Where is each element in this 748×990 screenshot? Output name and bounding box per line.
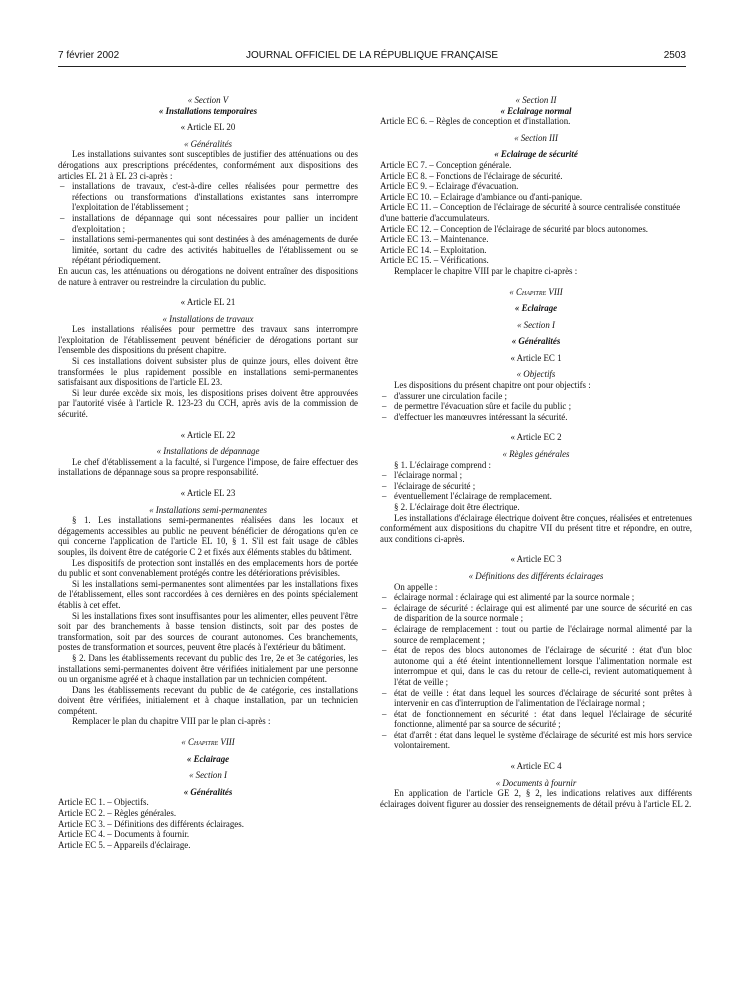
- list-item: – de permettre l'évacuation sûre et facile du public ;: [380, 401, 692, 412]
- dash-list: [380, 470, 692, 502]
- list-item: – l'éclairage normal ;: [380, 470, 692, 481]
- list-item: – d'assurer une circulation facile ;: [380, 391, 692, 402]
- article-heading: « Article EC 1: [510, 352, 562, 363]
- article-heading: « Article EL 22: [180, 429, 236, 440]
- section-title: « Installations temporaires: [158, 105, 258, 116]
- list-item: – éventuellement l'éclairage de remplacement.: [380, 491, 692, 502]
- plan-item: Article EC 13. – Maintenance.: [380, 234, 489, 245]
- article-heading: « Article EL 21: [180, 297, 236, 308]
- section-title: « Généralités: [511, 336, 561, 347]
- article-heading: « Article EC 2: [510, 432, 562, 443]
- header-rule: [58, 66, 686, 67]
- list-item: – état de veille : état dans lequel les sources d'éclairage de sécurité sont prêtes à intervenir en cas d'interruption de l'alimentation de l'éclairage normal ;: [380, 688, 692, 709]
- list-item: – éclairage normal : éclairage qui est alimenté par la source normale ;: [380, 592, 692, 603]
- plan-item: Article EC 10. – Eclairage d'ambiance ou d'anti-panique.: [380, 191, 583, 202]
- paragraph: Le chef d'établissement a la faculté, si l'urgence l'impose, de faire effectuer des installations de dépannage sous sa propre responsabilité.: [58, 456, 358, 478]
- paragraph: Dans les établissements recevant du public de 4e catégorie, ces installations doivent être vérifiées, initialement et à chaque installation, par un technicien compétent.: [58, 684, 358, 716]
- list-item: – éclairage de remplacement : tout ou partie de l'éclairage normal alimenté par la source de remplacement ;: [380, 624, 692, 645]
- plan-item: Article EC 6. – Règles de conception et d'installation.: [380, 116, 571, 127]
- section-title: « Eclairage de sécurité: [494, 149, 578, 160]
- plan-item: Article EC 11. – Conception de l'éclairage de sécurité à source centralisée constituée d'une batterie d'accumulateurs.: [380, 202, 681, 223]
- plan-item: Article EC 14. – Exploitation.: [380, 244, 487, 255]
- right-column: [380, 95, 692, 809]
- paragraph: § 1. Les installations semi-permanentes réalisées dans les locaux et dégagements accessibles au public ne peuvent bénéficier de dérogations qu'en ce qui concerne l'application de l'article EL 10, § 1. S'il est fait usage de câbles souples, ils doivent être de catégorie C 2 et fixés aux éléments stables du bâtiment.: [58, 515, 358, 557]
- paragraph: Les dispositions du présent chapitre ont pour objectifs :: [394, 380, 591, 391]
- dash-list: [58, 181, 358, 266]
- paragraph: Les installations d'éclairage électrique doivent être conçues, réalisées et entretenues conformément aux dispositions du chapitre VII du présent titre et répondre, en outre, aux conditions ci-après.: [380, 512, 692, 544]
- list-item: – éclairage de sécurité : éclairage qui est alimenté par une source de sécurité en cas de disparition de la source normale ;: [380, 603, 692, 624]
- article-subtitle: « Objectifs: [516, 369, 556, 380]
- plan-item: Article EC 3. – Définitions des différents éclairages.: [58, 818, 244, 829]
- page-number: 2503: [663, 50, 686, 61]
- paragraph: Si les installations fixes sont insuffisantes pour les alimenter, elles peuvent l'être soit par des branchements à basse tension distincts, soit par des postes de transformation, soit par des sources de courant autonomes. Ces branchements, postes de transformation et sources, peuvent être placés à l'extérieur du bâtiment.: [58, 610, 358, 653]
- list-item: – installations de travaux, c'est-à-dire celles réalisées pour permettre des réfections ou transformations d'installations existantes sans interrompre l'exploitation de l'établissement ;: [58, 181, 358, 213]
- article-subtitle: « Installations de travaux: [162, 313, 254, 324]
- chapter-heading: « Chapitre VIII: [509, 286, 563, 297]
- plan-item: Article EC 7. – Conception générale.: [380, 159, 512, 170]
- article-subtitle: « Installations de dépannage: [156, 446, 260, 457]
- article-heading: « Article EC 3: [510, 554, 562, 565]
- list-item: – état de repos des blocs autonomes de l'éclairage de sécurité : état d'un bloc autonome qui a été éteint intentionnellement lorsque l'alimentation normale est interrompue et qui, dans le cas du retour de celle-ci, revient automatiquement à l'état de veille ;: [380, 645, 692, 687]
- plan-item: Article EC 4. – Documents à fournir.: [58, 829, 190, 840]
- header-title: JOURNAL OFFICIEL DE LA RÉPUBLIQUE FRANÇAISE: [245, 50, 499, 61]
- paragraph: § 2. L'éclairage doit être électrique.: [394, 502, 520, 512]
- section-title: « Généralités: [183, 786, 233, 797]
- plan-item: Article EC 2. – Règles générales.: [58, 808, 177, 819]
- chapter-title: « Eclairage: [514, 303, 558, 314]
- page-header: [58, 50, 686, 64]
- list-item: – état d'arrêt : état dans lequel le système d'éclairage de sécurité est mis hors service volontairement.: [380, 730, 692, 751]
- plan-list: [380, 116, 692, 127]
- section-heading: « Section II: [515, 95, 557, 105]
- chapter-title: « Eclairage: [186, 753, 230, 764]
- paragraph: Si leur durée excède six mois, les dispositions prises doivent être approuvées par l'autorité visée à l'article R. 123-23 du CCH, après avis de la commission de sécurité.: [58, 387, 358, 420]
- paragraph: Les installations suivantes sont susceptibles de justifier des atténuations ou des dérogations aux prescriptions précédentes, conformément aux dispositions des articles EL 21 à EL 23 ci-après :: [58, 149, 358, 181]
- section-heading: « Section I: [189, 770, 227, 781]
- paragraph: Remplacer le chapitre VIII par le chapitre ci-après :: [394, 265, 578, 276]
- article-subtitle: « Définitions des différents éclairages: [468, 570, 604, 581]
- paragraph: § 1. L'éclairage comprend :: [394, 459, 491, 470]
- article-heading: « Article EL 20: [180, 122, 236, 133]
- plan-item: Article EC 15. – Vérifications.: [380, 255, 489, 266]
- plan-list: [380, 160, 692, 266]
- section-heading: « Section V: [187, 95, 229, 105]
- plan-item: Article EC 12. – Conception de l'éclairage de sécurité par blocs autonomes.: [380, 223, 649, 234]
- plan-item: Article EC 9. – Eclairage d'évacuation.: [380, 181, 519, 192]
- paragraph: Les dispositifs de protection sont installés en des emplacements hors de portée du public et sont convenablement protégés contre les détériorations prévisibles.: [58, 557, 358, 579]
- dash-list: [380, 391, 692, 423]
- list-item: – état de fonctionnement en sécurité : état dans lequel l'éclairage de sécurité fonctionne, alimenté par sa source de sécurité ;: [380, 709, 692, 730]
- paragraph: En aucun cas, les atténuations ou dérogations ne doivent entraîner des dispositions de nature à entraver ou restreindre la circulation du public.: [58, 265, 358, 287]
- paragraph: En application de l'article GE 2, § 2, les indications relatives aux différents éclairages doivent figurer au dossier des renseignements de détail prévu à l'article EL 2.: [380, 788, 692, 809]
- article-subtitle: « Installations semi-permanentes: [149, 504, 267, 515]
- list-item: – d'effectuer les manœuvres intéressant la sécurité.: [380, 412, 692, 423]
- paragraph: Si ces installations doivent subsister plus de quinze jours, elles doivent être transformées le plus rapidement possible en installations semi-permanentes satisfaisant aux dispositions de l'article EL 23.: [58, 356, 358, 388]
- paragraph: Remplacer le plan du chapitre VIII par le plan ci-après :: [72, 716, 271, 727]
- section-heading: « Section I: [517, 319, 555, 330]
- section-heading: « Section III: [514, 132, 558, 143]
- article-heading: « Article EL 23: [180, 488, 236, 498]
- section-title: « Eclairage normal: [500, 105, 572, 116]
- left-column: [58, 95, 358, 850]
- article-subtitle: « Règles générales: [502, 449, 570, 460]
- list-item: – installations semi-permanentes qui sont destinées à des aménagements de durée limitée, sortant du cadre des activités habituelles de l'établissement ou se répétant périodiquement.: [58, 234, 358, 266]
- plan-item: Article EC 1. – Objectifs.: [58, 797, 149, 808]
- paragraph: Si les installations semi-permanentes sont alimentées par les installations fixes de l'établissement, elles sont raccordées à ces dernières en des points spécialement établis à cet effet.: [58, 578, 358, 610]
- header-date: 7 février 2002: [58, 50, 120, 61]
- paragraph: On appelle :: [394, 581, 438, 592]
- article-subtitle: « Généralités: [183, 138, 233, 149]
- plan-list: [58, 797, 358, 850]
- list-item: – l'éclairage de sécurité ;: [380, 481, 692, 492]
- dash-list: [380, 592, 692, 751]
- plan-item: Article EC 8. – Fonctions de l'éclairage de sécurité.: [380, 170, 563, 181]
- paragraph: § 2. Dans les établissements recevant du public des 1re, 2e et 3e catégories, les installations semi-permanentes doivent être vérifiées initialement par une personne ou un organisme agréé et à chaque installation par un technicien compétent.: [58, 652, 358, 685]
- chapter-heading: « Chapitre VIII: [181, 737, 235, 748]
- plan-item: Article EC 5. – Appareils d'éclairage.: [58, 839, 191, 850]
- article-heading: « Article EC 4: [510, 761, 562, 772]
- list-item: – installations de dépannage qui sont nécessaires pour pallier un incident d'exploitation ;: [58, 213, 358, 234]
- article-subtitle: « Documents à fournir: [495, 777, 577, 788]
- paragraph: Les installations réalisées pour permettre des travaux sans interrompre l'exploitation de l'établissement peuvent bénéficier de dérogations portant sur l'ensemble des dispositions du présent chapitre.: [58, 324, 358, 356]
